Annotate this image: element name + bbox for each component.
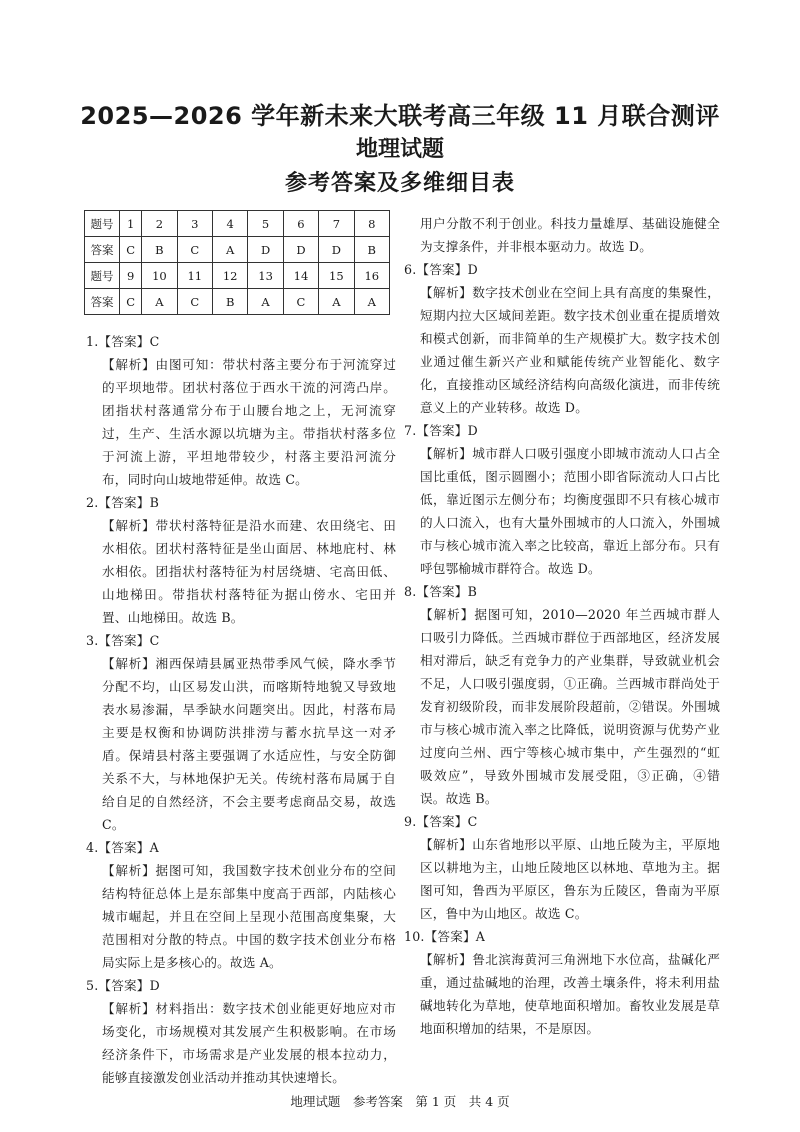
cell: A bbox=[212, 237, 247, 263]
cell: 16 bbox=[354, 263, 389, 289]
answer-heading: 3.【答案】C bbox=[86, 633, 160, 648]
cell: A bbox=[248, 289, 283, 315]
cell: A bbox=[354, 289, 389, 315]
answer-heading: 10.【答案】A bbox=[404, 929, 486, 944]
cell: 13 bbox=[248, 263, 283, 289]
cell: B bbox=[142, 237, 177, 263]
cell: 5 bbox=[248, 211, 283, 237]
cell: C bbox=[177, 289, 212, 315]
cell: 11 bbox=[177, 263, 212, 289]
explanation: 【解析】湘西保靖县属亚热带季风气候，降水季节分配不均，山区易发山洪，而喀斯特地貌又导致地表水易渗漏，旱季缺水问题突出。因此，村落布局主要是权衡和协调防洪排涝与蓄水抗旱这一对矛盾。保靖县村落主要强调了水适应性，与安全防御关系不大，与林地保护无关。传统村落布局属于自给自足的自然经济，不会主要考虑商品交易，故选 C。 bbox=[102, 656, 396, 832]
explanation: 【解析】据图可知，我国数字技术创业分布的空间结构特征总体上是东部集中度高于西部，内陆核心城市崛起，并且在空间上呈现小范围高度集聚，大范围相对分散的特点。中国的数字技术创业分布格局实际上是多核心的。故选 A。 bbox=[102, 863, 396, 970]
explanation: 【解析】带状村落特征是沿水而建、农田绕宅、田水相依。团状村落特征是坐山面居、林地庇村、林水相依。团指状村落特征为村居绕塘、宅高田低、山地梯田。带指状村落特征为据山傍水、宅田并置、山地梯田。故选 B。 bbox=[102, 518, 396, 625]
page-footer: 地理试题 参考答案 第 1 页 共 4 页 bbox=[290, 1094, 510, 1109]
cell: 2 bbox=[142, 211, 177, 237]
explanation: 【解析】由图可知：带状村落主要分布于河流穿过的平坝地带。团状村落位于西水干流的河湾凸岸。团指状村落通常分布于山腰台地之上，无河流穿过，生产、生活水源以坑塘为主。带指状村落多位于河流上游，平坦地带较少，村落主要沿河流分布，同时向山坡地带延伸。故选 C。 bbox=[102, 357, 396, 487]
question-4 bbox=[86, 836, 396, 974]
answer-heading: 6.【答案】D bbox=[404, 262, 478, 277]
question-3 bbox=[86, 629, 396, 836]
answer-heading: 7.【答案】D bbox=[404, 423, 478, 438]
cell: C bbox=[177, 237, 212, 263]
answer-heading: 4.【答案】A bbox=[86, 840, 159, 855]
explanation: 【解析】鲁北滨海黄河三角洲地下水位高，盐碱化严重，通过盐碱地的治理，改善土壤条件，将未利用盐碱地转化为草地，使草地面积增加。畜牧业发展是草地面积增加的结果，不是原因。 bbox=[420, 952, 720, 1036]
cell: 7 bbox=[319, 211, 354, 237]
question-9 bbox=[404, 810, 720, 925]
answer-heading: 1.【答案】C bbox=[86, 334, 160, 349]
cell: D bbox=[248, 237, 283, 263]
explanation: 【解析】据图可知，2010—2020 年兰西城市群人口吸引力降低。兰西城市群位于西部地区，经济发展相对滞后，缺乏有竞争力的产业集群，导致就业机会不足，人口吸引强度弱，①正确。兰西城市群尚处于发育初级阶段，而非发展阶段超前，②错误。外围城市与核心城市流入率之比降低，说明资源与优势产业过度向兰州、西宁等核心城市集中，产生强烈的“虹吸效应”，导致外围城市发展受阻，③正确，④错误。故选 B。 bbox=[420, 607, 720, 806]
cell: 4 bbox=[212, 211, 247, 237]
explanation: 用户分散不利于创业。科技力量雄厚、基础设施健全为支撑条件，并非根本驱动力。故选 D。 bbox=[420, 216, 720, 254]
explanation: 【解析】城市群人口吸引强度小即城市流动人口占全国比重低，图示圆圈小；范围小即省际流动人口占比低，靠近图示左侧分布；均衡度强即不只有核心城市的人口流入，也有大量外围城市的人口流入，外围城市与核心城市流入率之比较高，靠近上部分布。只有呼包鄂榆城市群符合。故选 D。 bbox=[420, 446, 720, 576]
cell: D bbox=[319, 237, 354, 263]
table-row-answers-2 bbox=[85, 289, 390, 315]
explanation: 【解析】数字技术创业在空间上具有高度的集聚性，短期内拉大区域间差距。数字技术创业重在提质增效和模式创新，而非简单的生产规模扩大。数字技术创业通过催生新兴产业和赋能传统产业智能化、数字化，直接推动区域经济结构向高级化演进，而非传统意义上的产业转移。故选 D。 bbox=[420, 285, 720, 415]
row-label: 题号 bbox=[85, 211, 120, 237]
title-line-2: 地理试题 bbox=[355, 137, 444, 162]
table-row-questions-1 bbox=[85, 211, 390, 237]
row-label: 题号 bbox=[85, 263, 120, 289]
table-row-answers-1 bbox=[85, 237, 390, 263]
answer-heading: 9.【答案】C bbox=[404, 814, 478, 829]
question-5 bbox=[86, 974, 396, 1089]
question-6 bbox=[404, 258, 720, 419]
cell: 14 bbox=[283, 263, 318, 289]
cell: 6 bbox=[283, 211, 318, 237]
cell: D bbox=[283, 237, 318, 263]
cell: C bbox=[283, 289, 318, 315]
cell: 10 bbox=[142, 263, 177, 289]
answer-heading: 2.【答案】B bbox=[86, 495, 160, 510]
explanation: 【解析】山东省地形以平原、山地丘陵为主，平原地区以耕地为主，山地丘陵地区以林地、草地为主。据图可知，鲁西为平原区，鲁东为丘陵区，鲁南为平原区，鲁中为山地区。故选 C。 bbox=[420, 837, 720, 921]
cell: 9 bbox=[120, 263, 142, 289]
cell: 12 bbox=[212, 263, 247, 289]
left-column bbox=[86, 330, 396, 1089]
cell: C bbox=[120, 289, 142, 315]
answer-heading: 8.【答案】B bbox=[404, 584, 478, 599]
question-1 bbox=[86, 330, 396, 491]
title-line-1: 2025—2026 学年新未来大联考高三年级 11 月联合测评 bbox=[80, 102, 720, 130]
table-row-questions-2 bbox=[85, 263, 390, 289]
answer-table bbox=[84, 210, 390, 315]
question-8 bbox=[404, 580, 720, 810]
title-line-3: 参考答案及多维细目表 bbox=[284, 171, 515, 196]
right-column bbox=[404, 212, 720, 1040]
cell: B bbox=[212, 289, 247, 315]
explanation: 【解析】材料指出：数字技术创业能更好地应对市场变化，市场规模对其发展产生积极影响。在市场经济条件下，市场需求是产业发展的根本拉动力，能够直接激发创业活动并推动其快速增长。 bbox=[102, 1001, 396, 1085]
cell: C bbox=[120, 237, 142, 263]
row-label: 答案 bbox=[85, 237, 120, 263]
cell: 8 bbox=[354, 211, 389, 237]
question-5-continued bbox=[404, 212, 720, 258]
question-2 bbox=[86, 491, 396, 629]
cell: 3 bbox=[177, 211, 212, 237]
cell: 1 bbox=[120, 211, 142, 237]
cell: A bbox=[319, 289, 354, 315]
answer-heading: 5.【答案】D bbox=[86, 978, 160, 993]
cell: A bbox=[142, 289, 177, 315]
cell: B bbox=[354, 237, 389, 263]
question-7 bbox=[404, 419, 720, 580]
question-10 bbox=[404, 925, 720, 1040]
cell: 15 bbox=[319, 263, 354, 289]
row-label: 答案 bbox=[85, 289, 120, 315]
